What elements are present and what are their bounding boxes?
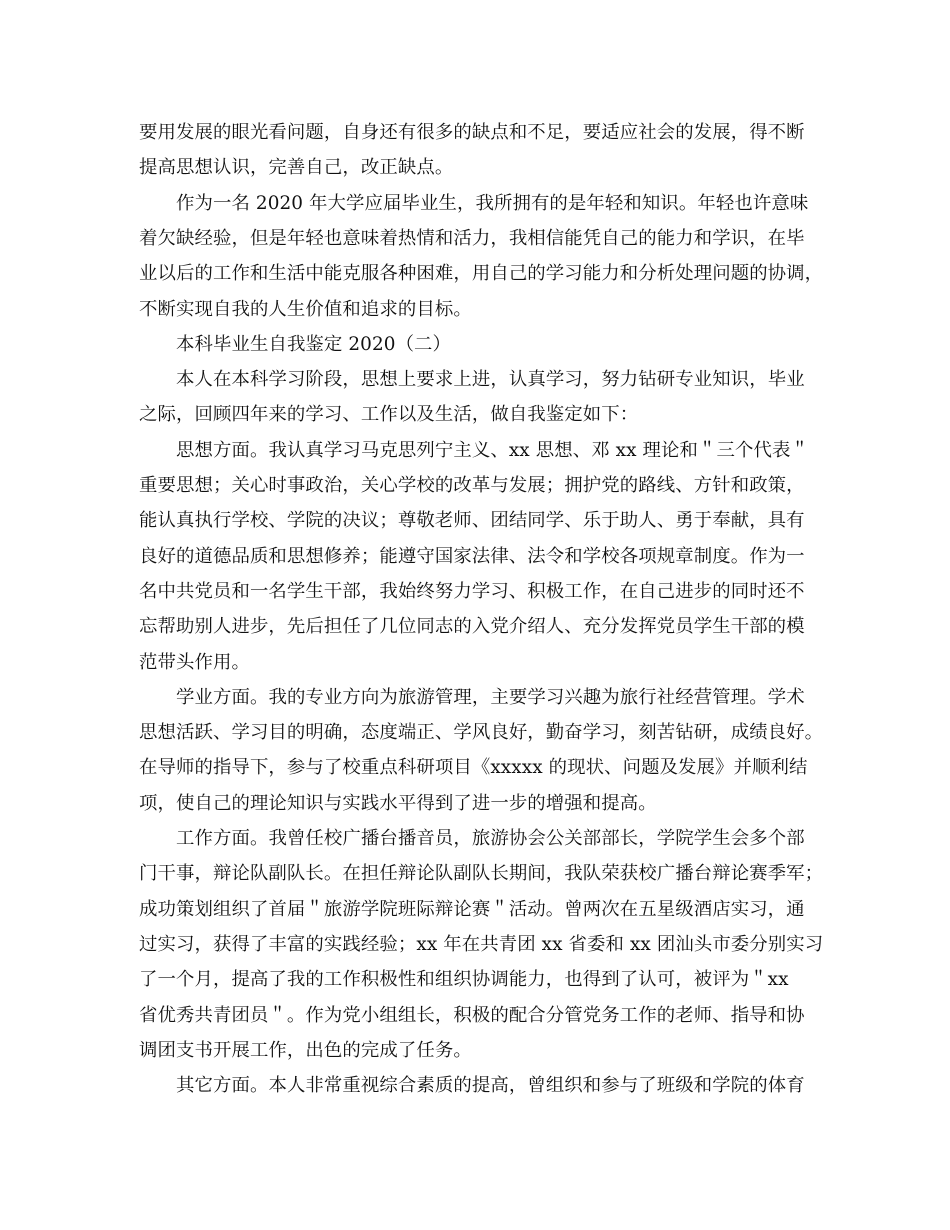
paragraph-line: 调团支书开展工作，出色的完成了任务。 <box>139 1039 472 1061</box>
paragraph-line: 过实习，获得了丰富的实践经验；xx 年在共青团 xx 省委和 xx 团汕头市委分别实习 <box>139 933 824 955</box>
paragraph-line: 之际，回顾四年来的学习、工作以及生活，做自我鉴定如下： <box>139 404 639 426</box>
paragraph-line: 思想活跃、学习目的明确，态度端正、学风良好，勤奋学习，刻苦钻研，成绩良好。 <box>139 722 824 744</box>
paragraph-line: 省优秀共青团员＂。作为党小组组长，积极的配合分管党务工作的老师、指导和协 <box>139 1004 805 1026</box>
paragraph-line: 项，使自己的理论知识与实践水平得到了进一步的增强和提高。 <box>139 792 657 814</box>
paragraph-line: 能认真执行学校、学院的决议；尊敬老师、团结同学、乐于助人、勇于奉献，具有 <box>139 510 805 532</box>
paragraph-line: 重要思想；关心时事政治，关心学校的改革与发展；拥护党的路线、方针和政策， <box>139 475 805 496</box>
paragraph-line: 其它方面。本人非常重视综合素质的提高，曾组织和参与了班级和学院的体育 <box>176 1075 805 1097</box>
paragraph-line: 要用发展的眼光看问题，自身还有很多的缺点和不足，要适应社会的发展，得不断 <box>139 122 805 143</box>
paragraph-line: 本人在本科学习阶段，思想上要求上进，认真学习，努力钻研专业知识，毕业 <box>176 369 805 391</box>
paragraph-line: 着欠缺经验，但是年轻也意味着热情和活力，我相信能凭自己的能力和学识，在毕 <box>139 227 805 249</box>
section-heading: 本科毕业生自我鉴定 2020（二） <box>176 333 452 355</box>
paragraph-line: 提高思想认识，完善自己，改正缺点。 <box>139 157 454 179</box>
paragraph-line: 门干事，辩论队副队长。在担任辩论队副队长期间，我队荣获校广播台辩论赛季军； <box>139 863 824 885</box>
paragraph-line: 了一个月，提高了我的工作积极性和组织协调能力，也得到了认可，被评为＂xx <box>139 969 789 991</box>
paragraph-line: 不断实现自我的人生价值和追求的目标。 <box>139 298 472 320</box>
paragraph-line: 成功策划组织了首届＂旅游学院班际辩论赛＂活动。曾两次在五星级酒店实习，通 <box>139 898 805 920</box>
paragraph-line: 学业方面。我的专业方向为旅游管理，主要学习兴趣为旅行社经营管理。学术 <box>176 686 805 708</box>
paragraph-line: 思想方面。我认真学习马克思列宁主义、xx 思想、邓 xx 理论和＂三个代表＂ <box>176 439 809 461</box>
paragraph-line: 范带头作用。 <box>139 651 250 673</box>
paragraph-line: 良好的道德品质和思想修养；能遵守国家法律、法令和学校各项规章制度。作为一 <box>139 545 805 567</box>
paragraph-line: 在导师的指导下，参与了校重点科研项目《xxxxx 的现状、问题及发展》并顺利结 <box>139 757 808 779</box>
paragraph-line: 业以后的工作和生活中能克服各种困难，用自己的学习能力和分析处理问题的协调， <box>139 263 824 285</box>
paragraph-line: 忘帮助别人进步，先后担任了几位同志的入党介绍人、充分发挥党员学生干部的模 <box>139 616 805 638</box>
paragraph-line: 名中共党员和一名学生干部，我始终努力学习、积极工作，在自己进步的同时还不 <box>139 580 805 602</box>
paragraph-line: 工作方面。我曾任校广播台播音员，旅游协会公关部部长，学院学生会多个部 <box>176 828 805 849</box>
paragraph-line: 作为一名 2020 年大学应届毕业生，我所拥有的是年轻和知识。年轻也许意味 <box>176 192 809 214</box>
